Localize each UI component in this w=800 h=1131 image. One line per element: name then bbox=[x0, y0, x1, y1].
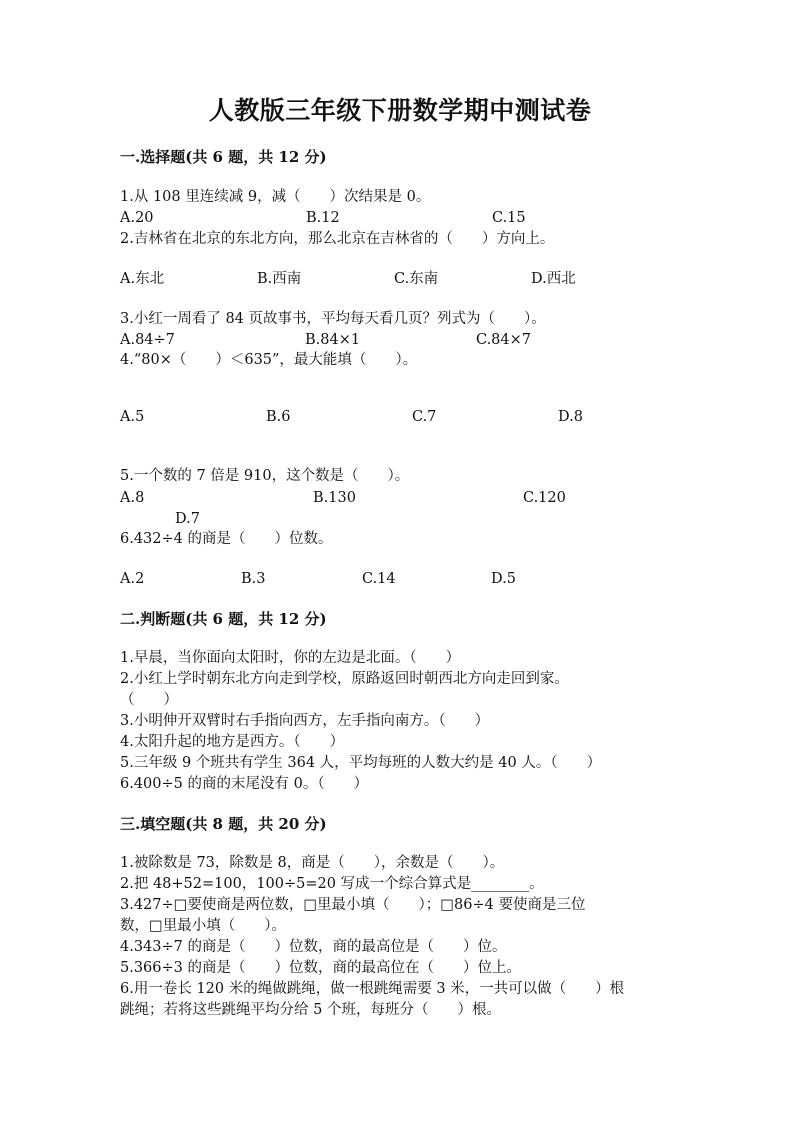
section-heading-fill-blank: 三.填空题(共 8 题，共 20 分) bbox=[120, 815, 327, 833]
option: A.2 bbox=[120, 571, 145, 587]
question-line: 2.小红上学时朝东北方向走到学校，原路返回时朝西北方向走回到家。 bbox=[120, 671, 569, 687]
option: B.84×1 bbox=[305, 332, 361, 348]
question-stem: 5.一个数的 7 倍是 910，这个数是（ ）。 bbox=[120, 468, 410, 484]
question-line: 4.太阳升起的地方是西方。（ ） bbox=[120, 734, 345, 750]
option: B.12 bbox=[306, 210, 340, 226]
option: C.东南 bbox=[394, 271, 439, 287]
question-line: 2.把 48+52=100，100÷5=20 写成一个综合算式是________。 bbox=[120, 876, 544, 892]
option: B.西南 bbox=[257, 271, 302, 287]
option: B.3 bbox=[241, 571, 266, 587]
question-line: 1.被除数是 73，除数是 8，商是（ ），余数是（ ）。 bbox=[120, 855, 505, 871]
option: D.8 bbox=[558, 409, 583, 425]
option: C.14 bbox=[362, 571, 396, 587]
question-line: 5.366÷3 的商是（ ）位数，商的最高位在（ ）位上。 bbox=[120, 960, 521, 976]
question-line: 1.早晨，当你面向太阳时，你的左边是北面。（ ） bbox=[120, 650, 461, 666]
section-heading-choice: 一.选择题(共 6 题，共 12 分) bbox=[120, 148, 327, 166]
question-line: 6.用一卷长 120 米的绳做跳绳，做一根跳绳需要 3 米，一共可以做（ ）根 bbox=[120, 981, 625, 997]
question-line: 4.343÷7 的商是（ ）位数，商的最高位是（ ）位。 bbox=[120, 939, 507, 955]
question-stem: 6.432÷4 的商是（ ）位数。 bbox=[120, 531, 333, 547]
question-stem: 1.从 108 里连续减 9，减（ ）次结果是 0。 bbox=[120, 189, 431, 205]
question-stem: 2.吉林省在北京的东北方向，那么北京在吉林省的（ ）方向上。 bbox=[120, 231, 555, 247]
question-line: 6.400÷5 的商的末尾没有 0。（ ） bbox=[120, 776, 369, 792]
section-heading-judgement: 二.判断题(共 6 题，共 12 分) bbox=[120, 610, 327, 628]
option: C.7 bbox=[412, 409, 437, 425]
question-line: 3.小明伸开双臂时右手指向西方，左手指向南方。（ ） bbox=[120, 713, 490, 729]
option: C.84×7 bbox=[476, 332, 532, 348]
option: A.84÷7 bbox=[120, 332, 175, 348]
option: B.130 bbox=[313, 490, 356, 506]
option: D.7 bbox=[175, 511, 200, 527]
question-stem: 4.“80×（ ）＜635”，最大能填（ ）。 bbox=[120, 352, 418, 368]
option: A.东北 bbox=[120, 271, 165, 287]
option: A.20 bbox=[120, 210, 154, 226]
question-stem: 3.小红一周看了 84 页故事书，平均每天看几页？列式为（ ）。 bbox=[120, 311, 546, 327]
page-title: 人教版三年级下册数学期中测试卷 bbox=[208, 96, 592, 125]
option: D.西北 bbox=[531, 271, 576, 287]
option: A.5 bbox=[120, 409, 145, 425]
option: A.8 bbox=[120, 490, 145, 506]
option: B.6 bbox=[266, 409, 291, 425]
option: C.15 bbox=[492, 210, 526, 226]
question-line: 5.三年级 9 个班共有学生 364 人，平均每班的人数大约是 40 人。（ ） bbox=[120, 755, 602, 771]
question-line: 3.427÷□要使商是两位数，□里最小填（ ）；□86÷4 要使商是三位 bbox=[120, 897, 586, 913]
option: C.120 bbox=[523, 490, 566, 506]
question-line: 跳绳；若将这些跳绳平均分给 5 个班，每班分（ ）根。 bbox=[120, 1002, 501, 1018]
option: D.5 bbox=[491, 571, 516, 587]
question-line: （ ） bbox=[120, 692, 178, 708]
question-line: 数，□里最小填（ ）。 bbox=[120, 918, 286, 934]
